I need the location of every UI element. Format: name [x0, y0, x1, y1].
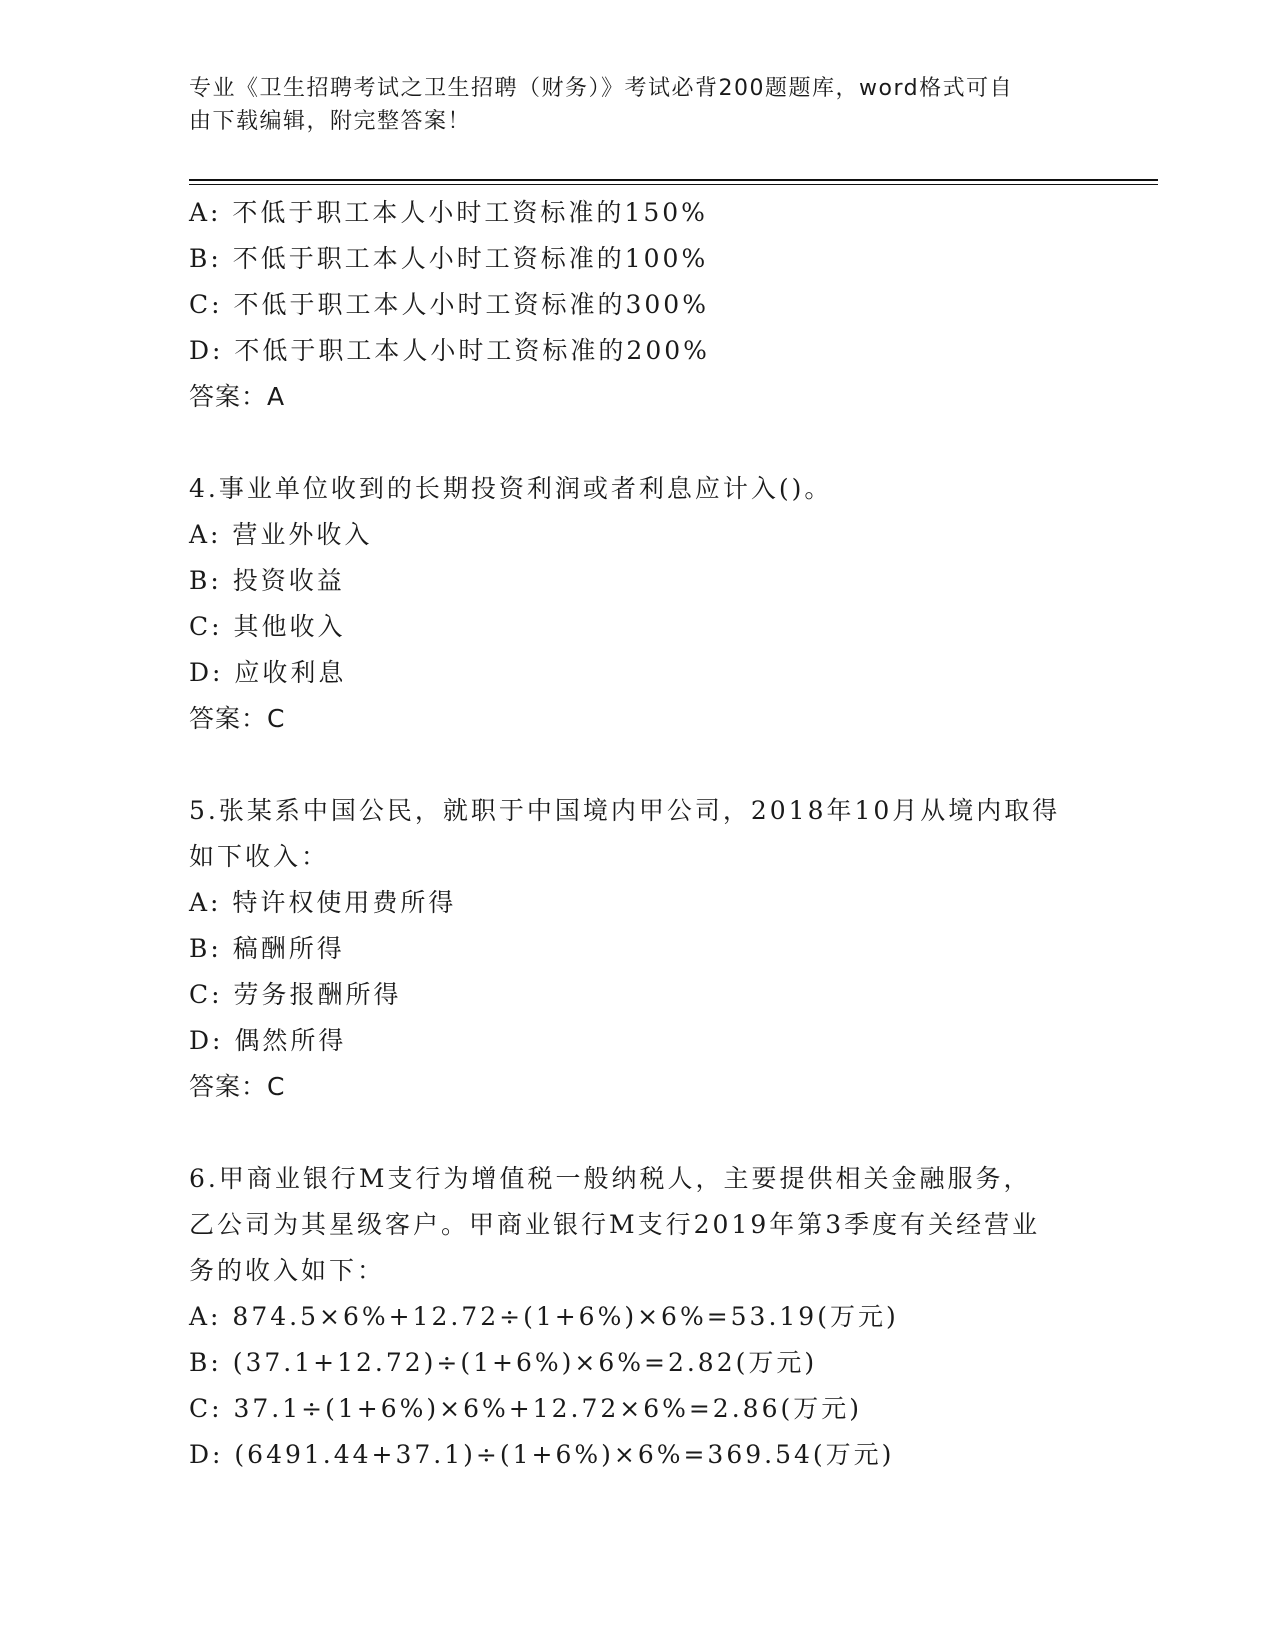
- question-6: [189, 1156, 1089, 1478]
- option-a: A: 874.5×6%+12.72÷(1+6%)×6%=53.19(万元): [189, 1302, 899, 1331]
- option-d: D: 偶然所得: [189, 1026, 347, 1055]
- question-list: [189, 190, 1089, 1478]
- option-b: B: 稿酬所得: [189, 934, 345, 963]
- question-text-line-1: 6.甲商业银行M支行为增值税一般纳税人，主要提供相关金融服务，: [189, 1164, 1032, 1193]
- option-b: B: 投资收益: [189, 566, 345, 595]
- option-a: A: 不低于职工本人小时工资标准的150%: [189, 198, 708, 227]
- answer: 答案：A: [189, 382, 286, 411]
- option-b: B: (37.1+12.72)÷(1+6%)×6%=2.82(万元): [189, 1348, 818, 1377]
- header-line-1: 专业《卫生招聘考试之卫生招聘（财务）》考试必背200题题库，word格式可自: [189, 76, 1014, 101]
- spacer: [189, 420, 1089, 466]
- question-5: [189, 788, 1089, 1110]
- option-a: A: 营业外收入: [189, 520, 373, 549]
- option-d: D: 应收利息: [189, 658, 347, 687]
- question-text: 4.事业单位收到的长期投资利润或者利息应计入()。: [189, 474, 833, 503]
- answer: 答案：C: [189, 1072, 286, 1101]
- option-c: C: 37.1÷(1+6%)×6%+12.72×6%=2.86(万元): [189, 1394, 862, 1423]
- option-b: B: 不低于职工本人小时工资标准的100%: [189, 244, 709, 273]
- header-line-2: 由下载编辑，附完整答案！: [189, 109, 472, 134]
- answer: 答案：C: [189, 704, 286, 733]
- header-divider-thick: [189, 179, 1158, 181]
- header-divider-thin: [189, 184, 1158, 185]
- question-3: [189, 190, 1089, 420]
- option-d: D: (6491.44+37.1)÷(1+6%)×6%=369.54(万元): [189, 1440, 895, 1469]
- spacer: [189, 742, 1089, 788]
- question-text-line-2: 如下收入：: [189, 842, 330, 871]
- question-text-line-1: 5.张某系中国公民，就职于中国境内甲公司，2018年10月从境内取得: [189, 796, 1061, 825]
- document-header: [189, 72, 1069, 138]
- question-4: [189, 466, 1089, 742]
- option-a: A: 特许权使用费所得: [189, 888, 457, 917]
- question-text-line-3: 务的收入如下：: [189, 1256, 386, 1285]
- option-c: C: 其他收入: [189, 612, 346, 641]
- option-c: C: 不低于职工本人小时工资标准的300%: [189, 290, 709, 319]
- question-text-line-2: 乙公司为其星级客户。甲商业银行M支行2019年第3季度有关经营业: [189, 1210, 1041, 1239]
- option-c: C: 劳务报酬所得: [189, 980, 402, 1009]
- option-d: D: 不低于职工本人小时工资标准的200%: [189, 336, 710, 365]
- spacer: [189, 1110, 1089, 1156]
